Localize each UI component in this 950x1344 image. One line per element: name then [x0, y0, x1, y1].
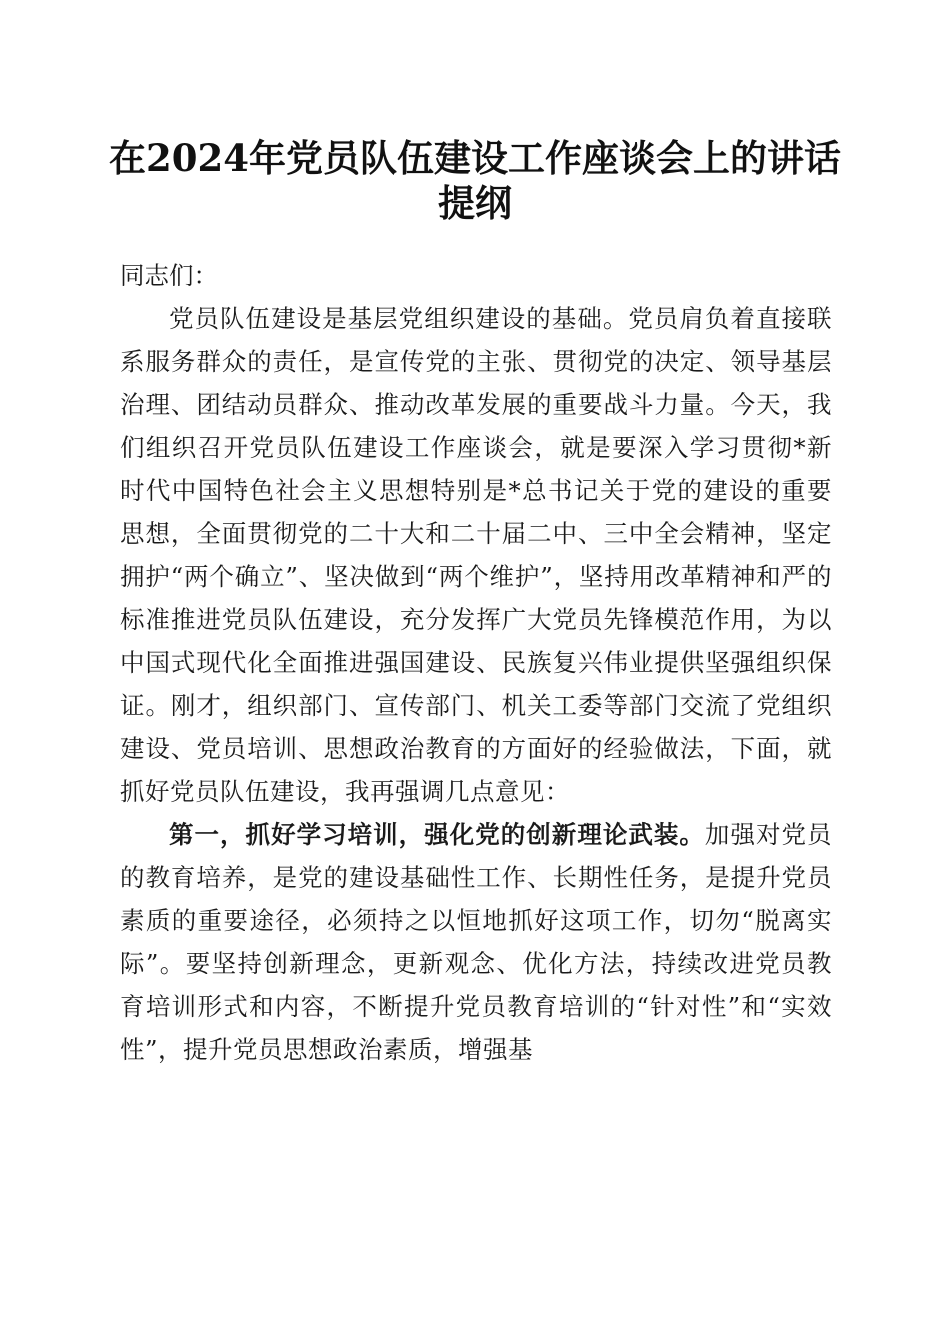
title-line-1: 在2024年党员队伍建设工作座谈会上的讲话 — [109, 136, 841, 180]
paragraph-first-point — [120, 813, 832, 1071]
paragraph-lead-heading: 第一，抓好学习培训，强化党的创新理论武装。 — [169, 820, 705, 849]
paragraph-intro: 党员队伍建设是基层党组织建设的基础。党员肩负着直接联系服务群众的责任，是宣传党的主张、贯彻党的决定、领导基层治理、团结动员群众、推动改革发展的重要战斗力量。今天，我们组织召开党员队伍建设工作座谈会，就是要深入学习贯彻*新时代中国特色社会主义思想特别是*总书记关于党的建设的重要思想，全面贯彻党的二十大和二十届二中、三中全会精神，坚定拥护“两个确立”、坚决做到“两个维护”，坚持用改革精神和严的标准推进党员队伍建设，充分发挥广大党员先锋模范作用，为以中国式现代化全面推进强国建设、民族复兴伟业提供坚强组织保证。刚才，组织部门、宣传部门、机关工委等部门交流了党组织建设、党员培训、思想政治教育的方面好的经验做法，下面，就抓好党员队伍建设，我再强调几点意见： — [120, 304, 832, 806]
salutation: 同志们： — [120, 261, 218, 290]
document-title — [100, 136, 850, 226]
title-line-2: 提纲 — [438, 181, 512, 225]
paragraph-body-text: 加强对党员的教育培养，是党的建设基础性工作、长期性任务，是提升党员素质的重要途径，必须持之以恒地抓好这项工作，切勿“脱离实际”。要坚持创新理念，更新观念、优化方法，持续改进党员教育培训形式和内容，不断提升党员教育培训的“针对性”和“实效性”，提升党员思想政治素质，增强基 — [120, 820, 833, 1064]
document-body — [120, 254, 832, 1071]
